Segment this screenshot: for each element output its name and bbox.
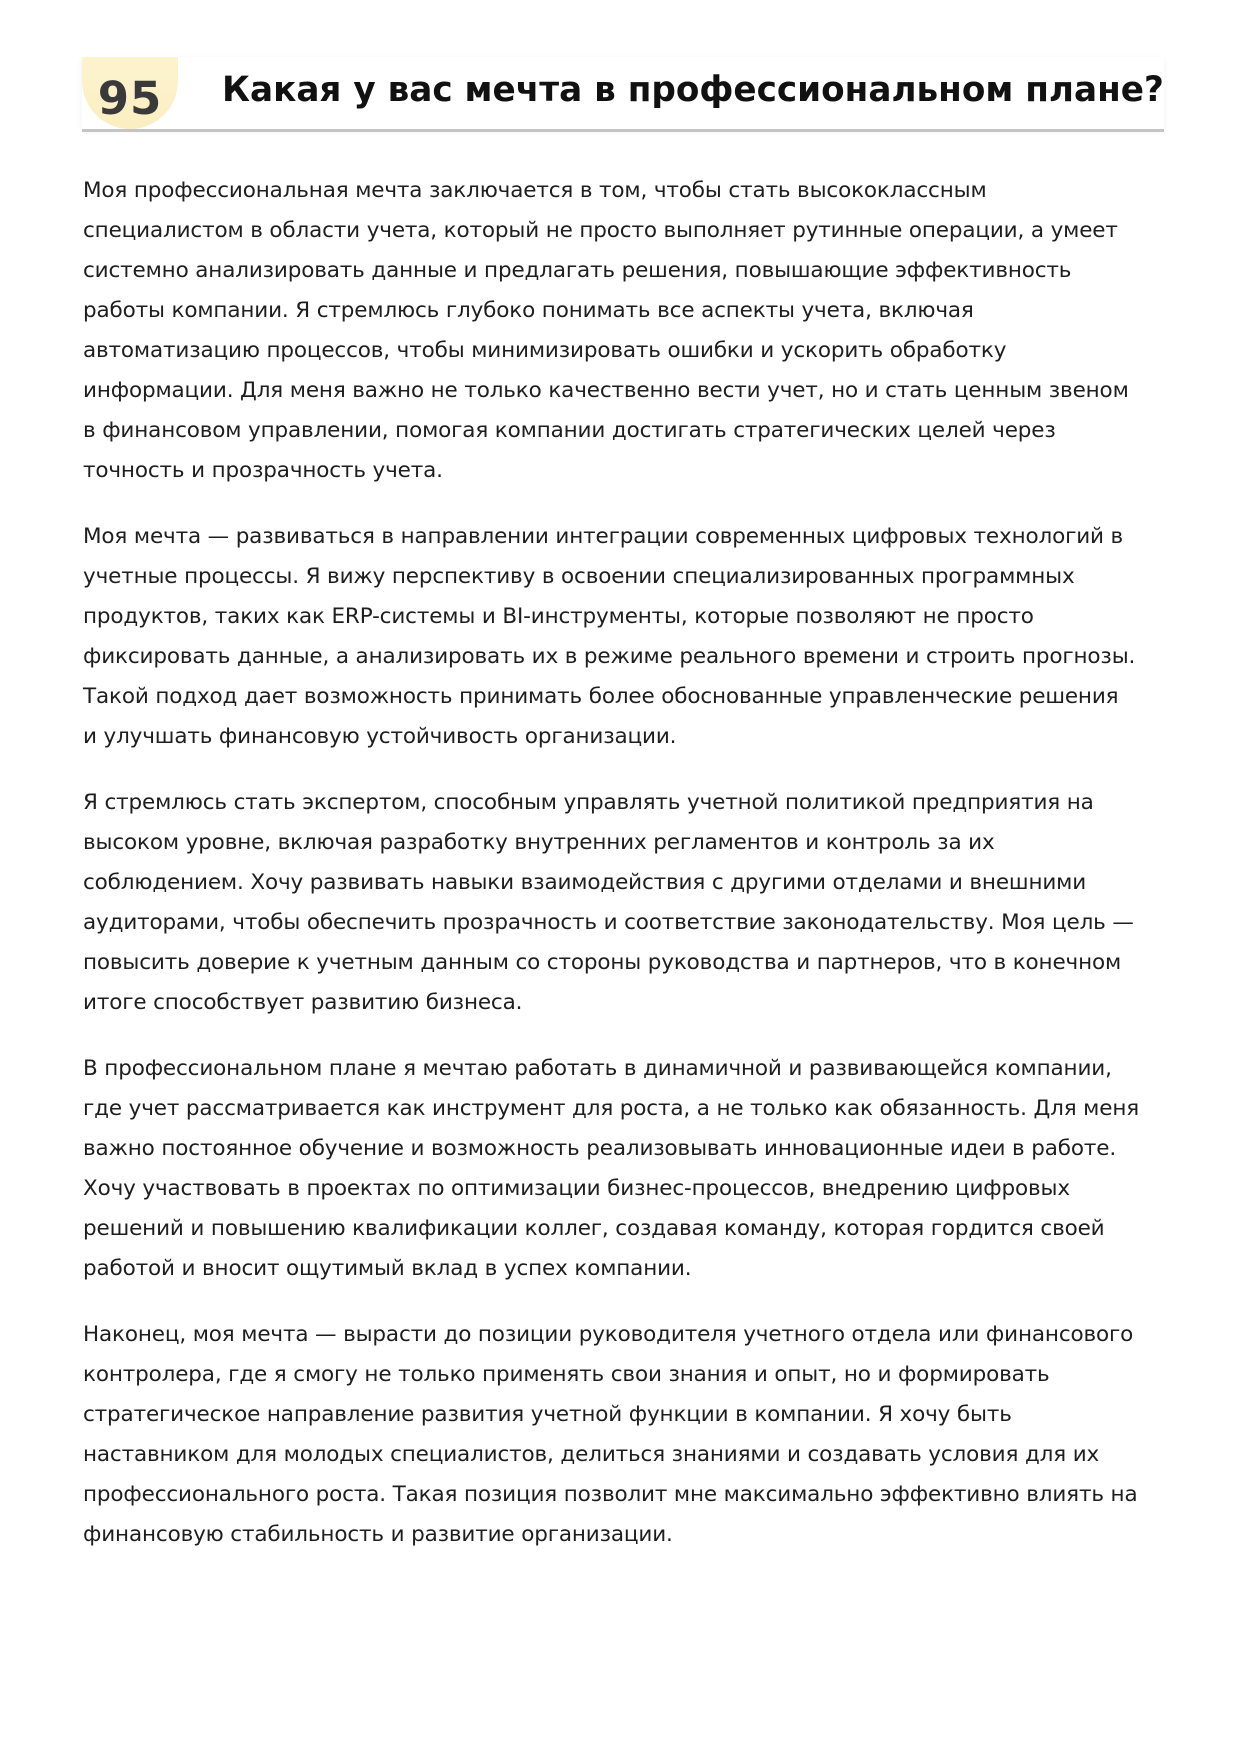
text-line: финансовую стабильность и развитие организации. — [83, 1522, 673, 1547]
text-line: автоматизацию процессов, чтобы минимизировать ошибки и ускорить обработку — [83, 338, 1007, 363]
text-line: наставником для молодых специалистов, делиться знаниями и создавать условия для их — [83, 1442, 1100, 1467]
text-line: продуктов, таких как ERP-системы и BI-инструменты, которые позволяют не просто — [83, 604, 1034, 629]
text-line: аудиторами, чтобы обеспечить прозрачность и соответствие законодательству. Моя цель — — [83, 910, 1134, 935]
text-line: в финансовом управлении, помогая компании достигать стратегических целей через — [83, 418, 1056, 443]
text-line: итоге способствует развитию бизнеса. — [83, 990, 523, 1015]
text-line: Моя профессиональная мечта заключается в том, чтобы стать высококлассным — [83, 178, 987, 203]
text-line: работы компании. Я стремлюсь глубоко понимать все аспекты учета, включая — [83, 298, 974, 323]
text-line: точность и прозрачность учета. — [83, 458, 443, 483]
article-body — [83, 171, 1165, 1581]
text-line: решений и повышению квалификации коллег, создавая команду, которая гордится своей — [83, 1216, 1105, 1241]
text-line: высоком уровне, включая разработку внутренних регламентов и контроль за их — [83, 830, 995, 855]
text-line: соблюдением. Хочу развивать навыки взаимодействия с другими отделами и внешними — [83, 870, 1087, 895]
text-line: Хочу участвовать в проектах по оптимизации бизнес-процессов, внедрению цифровых — [83, 1176, 1070, 1201]
header-divider — [82, 129, 1164, 132]
text-line: профессионального роста. Такая позиция позволит мне максимально эффективно влиять на — [83, 1482, 1138, 1507]
text-line: важно постоянное обучение и возможность реализовывать инновационные идеи в работе. — [83, 1136, 1117, 1161]
paragraph-5 — [83, 1315, 1165, 1555]
text-line: повысить доверие к учетным данным со стороны руководства и партнеров, что в конечном — [83, 950, 1122, 975]
text-line: Моя мечта — развиваться в направлении интеграции современных цифровых технологий в — [83, 524, 1124, 549]
question-number: 95 — [97, 72, 163, 125]
page-title: Какая у вас мечта в профессиональном плане? — [222, 70, 1164, 110]
text-line: Наконец, моя мечта — вырасти до позиции руководителя учетного отдела или финансового — [83, 1322, 1134, 1347]
text-line: системно анализировать данные и предлагать решения, повышающие эффективность — [83, 258, 1072, 283]
text-line: специалистом в области учета, который не просто выполняет рутинные операции, а умеет — [83, 218, 1118, 243]
text-line: контролера, где я смогу не только применять свои знания и опыт, но и формировать — [83, 1362, 1050, 1387]
text-line: учетные процессы. Я вижу перспективу в освоении специализированных программных — [83, 564, 1075, 589]
paragraph-4 — [83, 1049, 1165, 1289]
text-line: стратегическое направление развития учетной функции в компании. Я хочу быть — [83, 1402, 1012, 1427]
paragraph-1 — [83, 171, 1165, 491]
text-line: В профессиональном плане я мечтаю работать в динамичной и развивающейся компании, — [83, 1056, 1112, 1081]
text-line: информации. Для меня важно не только качественно вести учет, но и стать ценным звеном — [83, 378, 1129, 403]
text-line: фиксировать данные, а анализировать их в режиме реального времени и строить прогнозы. — [83, 644, 1136, 669]
text-line: где учет рассматривается как инструмент для роста, а не только как обязанность. Для меня — [83, 1096, 1140, 1121]
text-line: работой и вносит ощутимый вклад в успех компании. — [83, 1256, 692, 1281]
text-line: и улучшать финансовую устойчивость организации. — [83, 724, 677, 749]
text-line: Такой подход дает возможность принимать более обоснованные управленческие решения — [83, 684, 1119, 709]
paragraph-3 — [83, 783, 1165, 1023]
paragraph-2 — [83, 517, 1165, 757]
text-line: Я стремлюсь стать экспертом, способным управлять учетной политикой предприятия на — [83, 790, 1094, 815]
